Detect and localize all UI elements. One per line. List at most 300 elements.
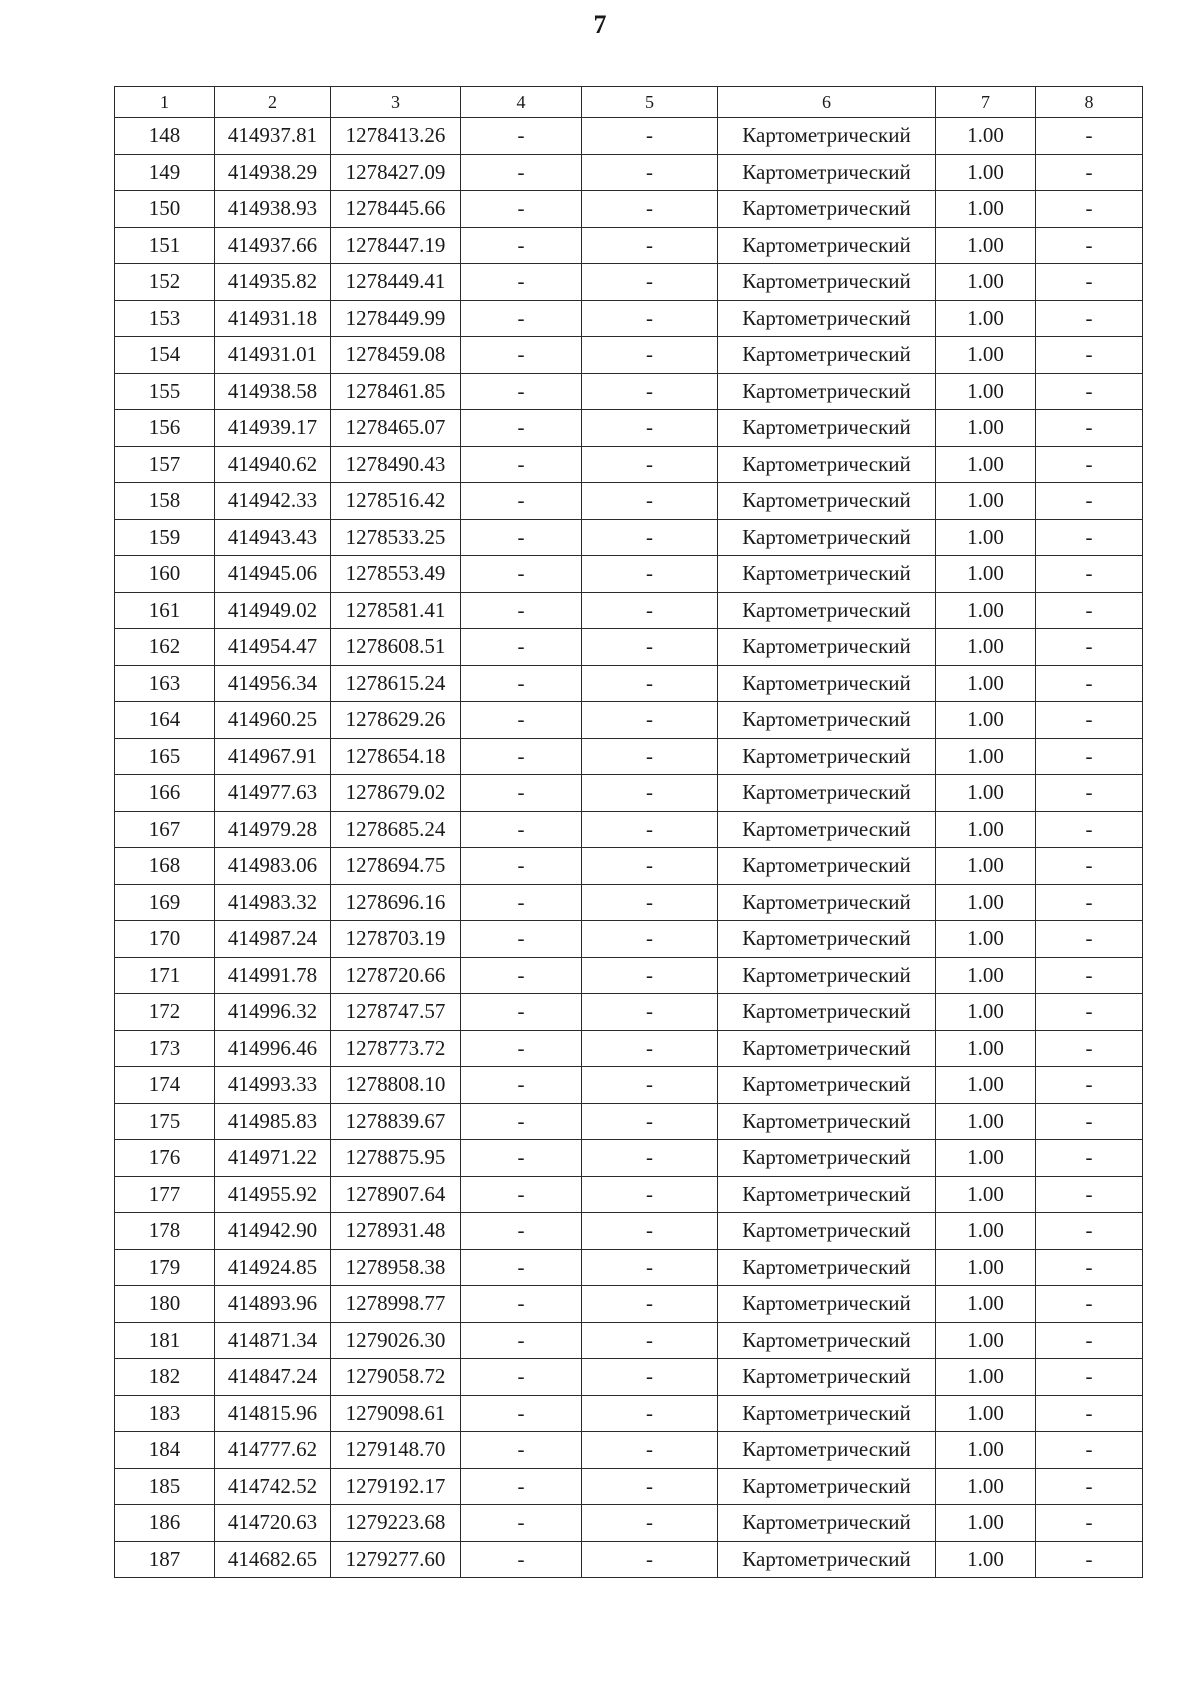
accuracy-cell: 1.00 xyxy=(936,702,1036,739)
column-5-cell: - xyxy=(582,957,718,994)
point-number-cell: 183 xyxy=(115,1395,215,1432)
table-row xyxy=(115,957,1143,994)
column-4-cell: - xyxy=(461,1468,582,1505)
column-header-3: 3 xyxy=(331,87,461,118)
x-coordinate-cell: 414956.34 xyxy=(215,665,331,702)
accuracy-cell: 1.00 xyxy=(936,848,1036,885)
point-number-cell: 186 xyxy=(115,1505,215,1542)
column-4-cell: - xyxy=(461,848,582,885)
table-row xyxy=(115,1067,1143,1104)
column-5-cell: - xyxy=(582,118,718,155)
method-cell: Картометрический xyxy=(718,337,936,374)
y-coordinate-cell: 1278461.85 xyxy=(331,373,461,410)
column-header-5: 5 xyxy=(582,87,718,118)
column-4-cell: - xyxy=(461,1286,582,1323)
column-8-cell: - xyxy=(1036,1395,1143,1432)
method-cell: Картометрический xyxy=(718,1067,936,1104)
column-5-cell: - xyxy=(582,483,718,520)
column-8-cell: - xyxy=(1036,300,1143,337)
method-cell: Картометрический xyxy=(718,1176,936,1213)
x-coordinate-cell: 414977.63 xyxy=(215,775,331,812)
column-4-cell: - xyxy=(461,592,582,629)
column-header-1: 1 xyxy=(115,87,215,118)
column-8-cell: - xyxy=(1036,1067,1143,1104)
table-row xyxy=(115,884,1143,921)
y-coordinate-cell: 1278654.18 xyxy=(331,738,461,775)
point-number-cell: 175 xyxy=(115,1103,215,1140)
y-coordinate-cell: 1278685.24 xyxy=(331,811,461,848)
x-coordinate-cell: 414942.90 xyxy=(215,1213,331,1250)
column-8-cell: - xyxy=(1036,1432,1143,1469)
y-coordinate-cell: 1278696.16 xyxy=(331,884,461,921)
column-8-cell: - xyxy=(1036,556,1143,593)
accuracy-cell: 1.00 xyxy=(936,921,1036,958)
table-row xyxy=(115,337,1143,374)
accuracy-cell: 1.00 xyxy=(936,592,1036,629)
point-number-cell: 181 xyxy=(115,1322,215,1359)
x-coordinate-cell: 414937.66 xyxy=(215,227,331,264)
column-5-cell: - xyxy=(582,556,718,593)
table-header xyxy=(115,87,1143,118)
table-row xyxy=(115,1359,1143,1396)
x-coordinate-cell: 414949.02 xyxy=(215,592,331,629)
point-number-cell: 159 xyxy=(115,519,215,556)
y-coordinate-cell: 1278459.08 xyxy=(331,337,461,374)
column-header-4: 4 xyxy=(461,87,582,118)
column-4-cell: - xyxy=(461,1505,582,1542)
column-8-cell: - xyxy=(1036,1359,1143,1396)
column-4-cell: - xyxy=(461,702,582,739)
table-row xyxy=(115,1176,1143,1213)
column-8-cell: - xyxy=(1036,848,1143,885)
column-5-cell: - xyxy=(582,592,718,629)
accuracy-cell: 1.00 xyxy=(936,483,1036,520)
method-cell: Картометрический xyxy=(718,1541,936,1578)
point-number-cell: 174 xyxy=(115,1067,215,1104)
y-coordinate-cell: 1278629.26 xyxy=(331,702,461,739)
y-coordinate-cell: 1278608.51 xyxy=(331,629,461,666)
column-4-cell: - xyxy=(461,1213,582,1250)
table-row xyxy=(115,1213,1143,1250)
point-number-cell: 172 xyxy=(115,994,215,1031)
column-8-cell: - xyxy=(1036,410,1143,447)
column-8-cell: - xyxy=(1036,1249,1143,1286)
column-4-cell: - xyxy=(461,1395,582,1432)
point-number-cell: 165 xyxy=(115,738,215,775)
y-coordinate-cell: 1278998.77 xyxy=(331,1286,461,1323)
column-5-cell: - xyxy=(582,446,718,483)
column-4-cell: - xyxy=(461,1432,582,1469)
column-4-cell: - xyxy=(461,483,582,520)
column-4-cell: - xyxy=(461,957,582,994)
column-8-cell: - xyxy=(1036,373,1143,410)
point-number-cell: 169 xyxy=(115,884,215,921)
y-coordinate-cell: 1278694.75 xyxy=(331,848,461,885)
point-number-cell: 161 xyxy=(115,592,215,629)
table-row xyxy=(115,1395,1143,1432)
table-row xyxy=(115,264,1143,301)
y-coordinate-cell: 1278808.10 xyxy=(331,1067,461,1104)
y-coordinate-cell: 1279277.60 xyxy=(331,1541,461,1578)
x-coordinate-cell: 414955.92 xyxy=(215,1176,331,1213)
x-coordinate-cell: 414847.24 xyxy=(215,1359,331,1396)
table-row xyxy=(115,811,1143,848)
column-5-cell: - xyxy=(582,227,718,264)
accuracy-cell: 1.00 xyxy=(936,191,1036,228)
column-8-cell: - xyxy=(1036,227,1143,264)
y-coordinate-cell: 1278533.25 xyxy=(331,519,461,556)
column-5-cell: - xyxy=(582,1468,718,1505)
point-number-cell: 149 xyxy=(115,154,215,191)
table-row xyxy=(115,373,1143,410)
accuracy-cell: 1.00 xyxy=(936,264,1036,301)
column-8-cell: - xyxy=(1036,191,1143,228)
y-coordinate-cell: 1278703.19 xyxy=(331,921,461,958)
y-coordinate-cell: 1278427.09 xyxy=(331,154,461,191)
x-coordinate-cell: 414991.78 xyxy=(215,957,331,994)
accuracy-cell: 1.00 xyxy=(936,446,1036,483)
column-5-cell: - xyxy=(582,994,718,1031)
accuracy-cell: 1.00 xyxy=(936,1176,1036,1213)
table-row xyxy=(115,191,1143,228)
accuracy-cell: 1.00 xyxy=(936,811,1036,848)
column-4-cell: - xyxy=(461,519,582,556)
column-5-cell: - xyxy=(582,702,718,739)
point-number-cell: 180 xyxy=(115,1286,215,1323)
column-5-cell: - xyxy=(582,1541,718,1578)
y-coordinate-cell: 1279223.68 xyxy=(331,1505,461,1542)
x-coordinate-cell: 414871.34 xyxy=(215,1322,331,1359)
method-cell: Картометрический xyxy=(718,1213,936,1250)
column-8-cell: - xyxy=(1036,1176,1143,1213)
column-5-cell: - xyxy=(582,1030,718,1067)
column-8-cell: - xyxy=(1036,483,1143,520)
column-4-cell: - xyxy=(461,337,582,374)
column-8-cell: - xyxy=(1036,154,1143,191)
column-5-cell: - xyxy=(582,1359,718,1396)
column-8-cell: - xyxy=(1036,592,1143,629)
table-row xyxy=(115,848,1143,885)
y-coordinate-cell: 1278747.57 xyxy=(331,994,461,1031)
x-coordinate-cell: 414979.28 xyxy=(215,811,331,848)
column-5-cell: - xyxy=(582,775,718,812)
method-cell: Картометрический xyxy=(718,921,936,958)
column-5-cell: - xyxy=(582,884,718,921)
table-row xyxy=(115,592,1143,629)
method-cell: Картометрический xyxy=(718,519,936,556)
accuracy-cell: 1.00 xyxy=(936,665,1036,702)
table-row xyxy=(115,483,1143,520)
y-coordinate-cell: 1278720.66 xyxy=(331,957,461,994)
x-coordinate-cell: 414993.33 xyxy=(215,1067,331,1104)
accuracy-cell: 1.00 xyxy=(936,1541,1036,1578)
column-header-7: 7 xyxy=(936,87,1036,118)
x-coordinate-cell: 414954.47 xyxy=(215,629,331,666)
table-row xyxy=(115,994,1143,1031)
page-number: 7 xyxy=(593,10,607,39)
column-8-cell: - xyxy=(1036,1505,1143,1542)
accuracy-cell: 1.00 xyxy=(936,556,1036,593)
x-coordinate-cell: 414943.43 xyxy=(215,519,331,556)
accuracy-cell: 1.00 xyxy=(936,118,1036,155)
method-cell: Картометрический xyxy=(718,1395,936,1432)
point-number-cell: 173 xyxy=(115,1030,215,1067)
column-5-cell: - xyxy=(582,337,718,374)
column-8-cell: - xyxy=(1036,884,1143,921)
column-8-cell: - xyxy=(1036,957,1143,994)
column-8-cell: - xyxy=(1036,775,1143,812)
table-row xyxy=(115,629,1143,666)
method-cell: Картометрический xyxy=(718,884,936,921)
column-8-cell: - xyxy=(1036,1286,1143,1323)
table-row xyxy=(115,775,1143,812)
method-cell: Картометрический xyxy=(718,1322,936,1359)
y-coordinate-cell: 1278516.42 xyxy=(331,483,461,520)
column-8-cell: - xyxy=(1036,994,1143,1031)
accuracy-cell: 1.00 xyxy=(936,410,1036,447)
y-coordinate-cell: 1278931.48 xyxy=(331,1213,461,1250)
point-number-cell: 170 xyxy=(115,921,215,958)
method-cell: Картометрический xyxy=(718,373,936,410)
method-cell: Картометрический xyxy=(718,446,936,483)
point-number-cell: 163 xyxy=(115,665,215,702)
method-cell: Картометрический xyxy=(718,410,936,447)
x-coordinate-cell: 414682.65 xyxy=(215,1541,331,1578)
column-5-cell: - xyxy=(582,1140,718,1177)
x-coordinate-cell: 414938.29 xyxy=(215,154,331,191)
y-coordinate-cell: 1279148.70 xyxy=(331,1432,461,1469)
table-row xyxy=(115,1541,1143,1578)
column-4-cell: - xyxy=(461,446,582,483)
accuracy-cell: 1.00 xyxy=(936,154,1036,191)
method-cell: Картометрический xyxy=(718,848,936,885)
column-8-cell: - xyxy=(1036,337,1143,374)
x-coordinate-cell: 414777.62 xyxy=(215,1432,331,1469)
y-coordinate-cell: 1278445.66 xyxy=(331,191,461,228)
accuracy-cell: 1.00 xyxy=(936,1468,1036,1505)
method-cell: Картометрический xyxy=(718,227,936,264)
column-8-cell: - xyxy=(1036,1140,1143,1177)
column-4-cell: - xyxy=(461,191,582,228)
column-8-cell: - xyxy=(1036,264,1143,301)
method-cell: Картометрический xyxy=(718,738,936,775)
table-body xyxy=(115,118,1143,1578)
column-5-cell: - xyxy=(582,373,718,410)
column-5-cell: - xyxy=(582,1103,718,1140)
x-coordinate-cell: 414940.62 xyxy=(215,446,331,483)
column-4-cell: - xyxy=(461,629,582,666)
accuracy-cell: 1.00 xyxy=(936,1213,1036,1250)
y-coordinate-cell: 1278449.41 xyxy=(331,264,461,301)
table-row xyxy=(115,410,1143,447)
y-coordinate-cell: 1278615.24 xyxy=(331,665,461,702)
method-cell: Картометрический xyxy=(718,1103,936,1140)
table-row xyxy=(115,1468,1143,1505)
method-cell: Картометрический xyxy=(718,1030,936,1067)
column-8-cell: - xyxy=(1036,811,1143,848)
column-4-cell: - xyxy=(461,1249,582,1286)
accuracy-cell: 1.00 xyxy=(936,1140,1036,1177)
method-cell: Картометрический xyxy=(718,775,936,812)
table-row xyxy=(115,1140,1143,1177)
point-number-cell: 157 xyxy=(115,446,215,483)
y-coordinate-cell: 1279058.72 xyxy=(331,1359,461,1396)
y-coordinate-cell: 1278679.02 xyxy=(331,775,461,812)
y-coordinate-cell: 1278553.49 xyxy=(331,556,461,593)
y-coordinate-cell: 1279192.17 xyxy=(331,1468,461,1505)
point-number-cell: 150 xyxy=(115,191,215,228)
point-number-cell: 152 xyxy=(115,264,215,301)
table-row xyxy=(115,556,1143,593)
column-4-cell: - xyxy=(461,1176,582,1213)
accuracy-cell: 1.00 xyxy=(936,1067,1036,1104)
accuracy-cell: 1.00 xyxy=(936,519,1036,556)
accuracy-cell: 1.00 xyxy=(936,957,1036,994)
method-cell: Картометрический xyxy=(718,1249,936,1286)
method-cell: Картометрический xyxy=(718,1140,936,1177)
method-cell: Картометрический xyxy=(718,1505,936,1542)
point-number-cell: 153 xyxy=(115,300,215,337)
column-4-cell: - xyxy=(461,556,582,593)
method-cell: Картометрический xyxy=(718,300,936,337)
column-8-cell: - xyxy=(1036,446,1143,483)
table-row xyxy=(115,702,1143,739)
x-coordinate-cell: 414967.91 xyxy=(215,738,331,775)
x-coordinate-cell: 414931.01 xyxy=(215,337,331,374)
x-coordinate-cell: 414996.46 xyxy=(215,1030,331,1067)
table-row xyxy=(115,665,1143,702)
column-8-cell: - xyxy=(1036,1213,1143,1250)
x-coordinate-cell: 414985.83 xyxy=(215,1103,331,1140)
column-5-cell: - xyxy=(582,264,718,301)
accuracy-cell: 1.00 xyxy=(936,1249,1036,1286)
point-number-cell: 168 xyxy=(115,848,215,885)
y-coordinate-cell: 1278449.99 xyxy=(331,300,461,337)
method-cell: Картометрический xyxy=(718,665,936,702)
accuracy-cell: 1.00 xyxy=(936,775,1036,812)
table-row xyxy=(115,1286,1143,1323)
column-5-cell: - xyxy=(582,738,718,775)
accuracy-cell: 1.00 xyxy=(936,373,1036,410)
accuracy-cell: 1.00 xyxy=(936,1359,1036,1396)
x-coordinate-cell: 414960.25 xyxy=(215,702,331,739)
method-cell: Картометрический xyxy=(718,1359,936,1396)
column-5-cell: - xyxy=(582,1286,718,1323)
method-cell: Картометрический xyxy=(718,1432,936,1469)
point-number-cell: 182 xyxy=(115,1359,215,1396)
x-coordinate-cell: 414983.32 xyxy=(215,884,331,921)
column-8-cell: - xyxy=(1036,519,1143,556)
column-5-cell: - xyxy=(582,1249,718,1286)
x-coordinate-cell: 414938.93 xyxy=(215,191,331,228)
accuracy-cell: 1.00 xyxy=(936,1286,1036,1323)
point-number-cell: 164 xyxy=(115,702,215,739)
column-5-cell: - xyxy=(582,1505,718,1542)
column-4-cell: - xyxy=(461,1359,582,1396)
column-4-cell: - xyxy=(461,1322,582,1359)
column-5-cell: - xyxy=(582,300,718,337)
column-header-6: 6 xyxy=(718,87,936,118)
column-4-cell: - xyxy=(461,994,582,1031)
accuracy-cell: 1.00 xyxy=(936,738,1036,775)
column-4-cell: - xyxy=(461,921,582,958)
column-8-cell: - xyxy=(1036,921,1143,958)
table-row xyxy=(115,118,1143,155)
method-cell: Картометрический xyxy=(718,994,936,1031)
y-coordinate-cell: 1278581.41 xyxy=(331,592,461,629)
point-number-cell: 184 xyxy=(115,1432,215,1469)
method-cell: Картометрический xyxy=(718,154,936,191)
x-coordinate-cell: 414983.06 xyxy=(215,848,331,885)
accuracy-cell: 1.00 xyxy=(936,1505,1036,1542)
column-8-cell: - xyxy=(1036,1103,1143,1140)
column-5-cell: - xyxy=(582,410,718,447)
column-5-cell: - xyxy=(582,154,718,191)
y-coordinate-cell: 1278958.38 xyxy=(331,1249,461,1286)
y-coordinate-cell: 1278490.43 xyxy=(331,446,461,483)
table-row xyxy=(115,300,1143,337)
column-5-cell: - xyxy=(582,1432,718,1469)
point-number-cell: 151 xyxy=(115,227,215,264)
column-5-cell: - xyxy=(582,1176,718,1213)
table-row xyxy=(115,1103,1143,1140)
accuracy-cell: 1.00 xyxy=(936,629,1036,666)
column-4-cell: - xyxy=(461,775,582,812)
column-4-cell: - xyxy=(461,811,582,848)
x-coordinate-cell: 414931.18 xyxy=(215,300,331,337)
x-coordinate-cell: 414971.22 xyxy=(215,1140,331,1177)
x-coordinate-cell: 414996.32 xyxy=(215,994,331,1031)
column-4-cell: - xyxy=(461,410,582,447)
table-row xyxy=(115,1030,1143,1067)
x-coordinate-cell: 414942.33 xyxy=(215,483,331,520)
column-header-8: 8 xyxy=(1036,87,1143,118)
column-4-cell: - xyxy=(461,1067,582,1104)
column-8-cell: - xyxy=(1036,1322,1143,1359)
y-coordinate-cell: 1278413.26 xyxy=(331,118,461,155)
column-4-cell: - xyxy=(461,300,582,337)
column-4-cell: - xyxy=(461,1541,582,1578)
point-number-cell: 177 xyxy=(115,1176,215,1213)
column-4-cell: - xyxy=(461,154,582,191)
point-number-cell: 156 xyxy=(115,410,215,447)
x-coordinate-cell: 414987.24 xyxy=(215,921,331,958)
method-cell: Картометрический xyxy=(718,191,936,228)
accuracy-cell: 1.00 xyxy=(936,1322,1036,1359)
column-5-cell: - xyxy=(582,629,718,666)
point-number-cell: 171 xyxy=(115,957,215,994)
column-5-cell: - xyxy=(582,1067,718,1104)
x-coordinate-cell: 414938.58 xyxy=(215,373,331,410)
column-5-cell: - xyxy=(582,1213,718,1250)
method-cell: Картометрический xyxy=(718,957,936,994)
column-5-cell: - xyxy=(582,848,718,885)
y-coordinate-cell: 1278447.19 xyxy=(331,227,461,264)
method-cell: Картометрический xyxy=(718,264,936,301)
x-coordinate-cell: 414815.96 xyxy=(215,1395,331,1432)
point-number-cell: 185 xyxy=(115,1468,215,1505)
method-cell: Картометрический xyxy=(718,592,936,629)
x-coordinate-cell: 414935.82 xyxy=(215,264,331,301)
table-row xyxy=(115,519,1143,556)
table-row xyxy=(115,1249,1143,1286)
column-5-cell: - xyxy=(582,1395,718,1432)
column-5-cell: - xyxy=(582,665,718,702)
column-4-cell: - xyxy=(461,738,582,775)
accuracy-cell: 1.00 xyxy=(936,884,1036,921)
table-row xyxy=(115,1505,1143,1542)
point-number-cell: 178 xyxy=(115,1213,215,1250)
